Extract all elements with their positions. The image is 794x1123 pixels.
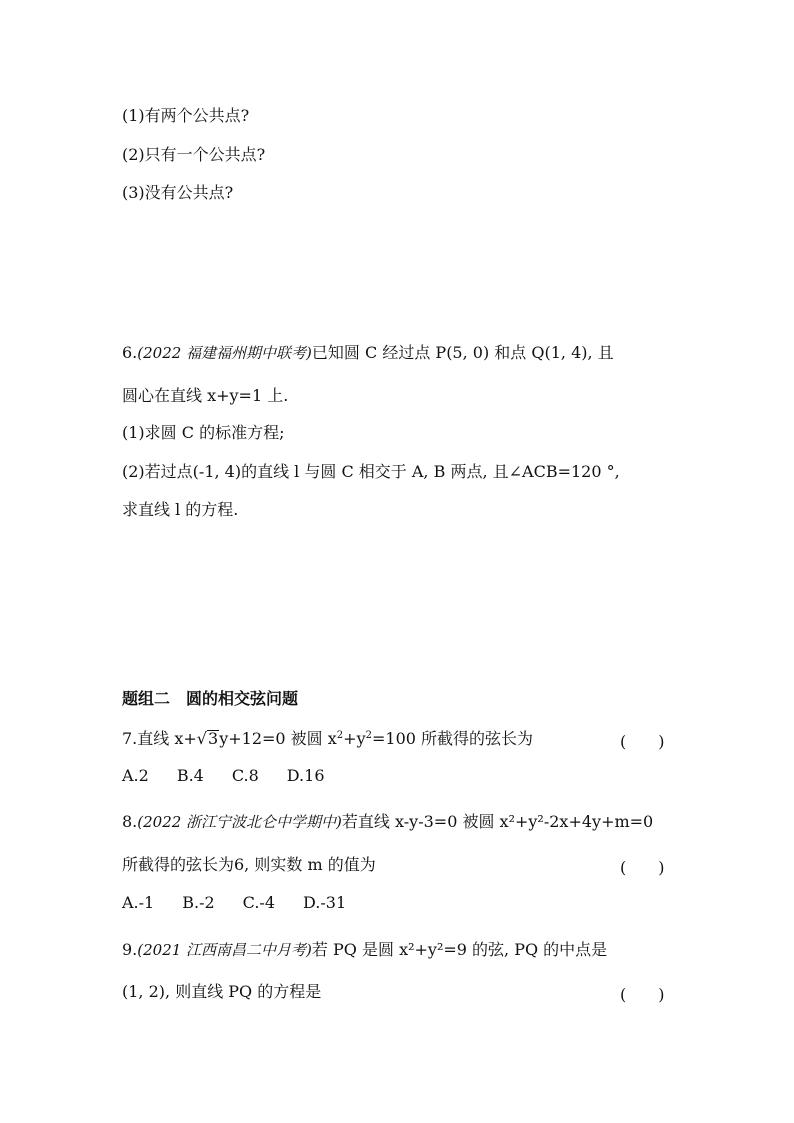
- question-6-sub-2-cont: 求直线 l 的方程.: [122, 500, 239, 519]
- choice-a: A.-1: [122, 893, 155, 912]
- question-9-text: 若 PQ 是圆 x²+y²=9 的弦, PQ 的中点是: [311, 940, 608, 959]
- question-9-number: 9.: [122, 940, 138, 959]
- question-7-pre: 7.直线 x+: [122, 729, 197, 748]
- choice-d: D.16: [286, 766, 325, 785]
- question-7-choices: [122, 766, 353, 786]
- question-8-line-1: [122, 812, 653, 832]
- choice-c: C.-4: [242, 893, 276, 912]
- question-8-line-2: 所截得的弦长为6, 则实数 m 的值为: [122, 855, 376, 874]
- question-9-line-2: (1, 2), 则直线 PQ 的方程是: [122, 982, 322, 1001]
- sub-question-1: (1)有两个公共点?: [122, 106, 250, 125]
- question-7-post: y+12=0 被圆 x: [219, 729, 337, 748]
- choice-d: D.-31: [303, 893, 347, 912]
- exp-2: 2: [365, 730, 372, 741]
- group-heading: 题组二 圆的相交弦问题: [122, 689, 299, 708]
- question-7-end: =100 所截得的弦长为: [371, 729, 534, 748]
- choice-b: B.4: [176, 766, 204, 785]
- question-9-line-1: [122, 940, 607, 960]
- question-6-source: (2022 福建福州期中联考): [137, 344, 312, 362]
- choice-a: A.2: [122, 766, 149, 785]
- choice-c: C.8: [231, 766, 259, 785]
- question-6-line-2: 圆心在直线 x+y=1 上.: [122, 386, 289, 405]
- question-9-source: (2021 江西南昌二中月考): [137, 941, 312, 959]
- question-6-text: 已知圆 C 经过点 P(5, 0) 和点 Q(1, 4), 且: [311, 343, 614, 362]
- question-8-paren: ( ): [620, 858, 665, 877]
- sqrt-value: 3: [208, 729, 219, 748]
- question-6-number: 6.: [122, 343, 138, 362]
- question-6-sub-1: (1)求圆 C 的标准方程;: [122, 423, 285, 442]
- question-6-sub-2: (2)若过点(-1, 4)的直线 l 与圆 C 相交于 A, B 两点, 且∠ACB=120 °,: [122, 462, 620, 481]
- question-9-paren: ( ): [620, 985, 665, 1004]
- question-7: [122, 729, 533, 749]
- question-7-mid: +y: [343, 729, 366, 748]
- question-8-number: 8.: [122, 812, 138, 831]
- sub-question-3: (3)没有公共点?: [122, 183, 234, 202]
- sqrt-sign-icon: √: [196, 729, 207, 748]
- question-6-line-1: [122, 343, 614, 363]
- sub-question-2: (2)只有一个公共点?: [122, 145, 266, 164]
- exp-1: 2: [336, 730, 344, 741]
- question-8-source: (2022 浙江宁波北仑中学期中): [137, 813, 342, 831]
- choice-b: B.-2: [182, 893, 215, 912]
- question-8-choices: [122, 893, 374, 913]
- question-7-paren: ( ): [620, 732, 665, 751]
- question-8-text: 若直线 x-y-3=0 被圆 x²+y²-2x+4y+m=0: [341, 812, 654, 831]
